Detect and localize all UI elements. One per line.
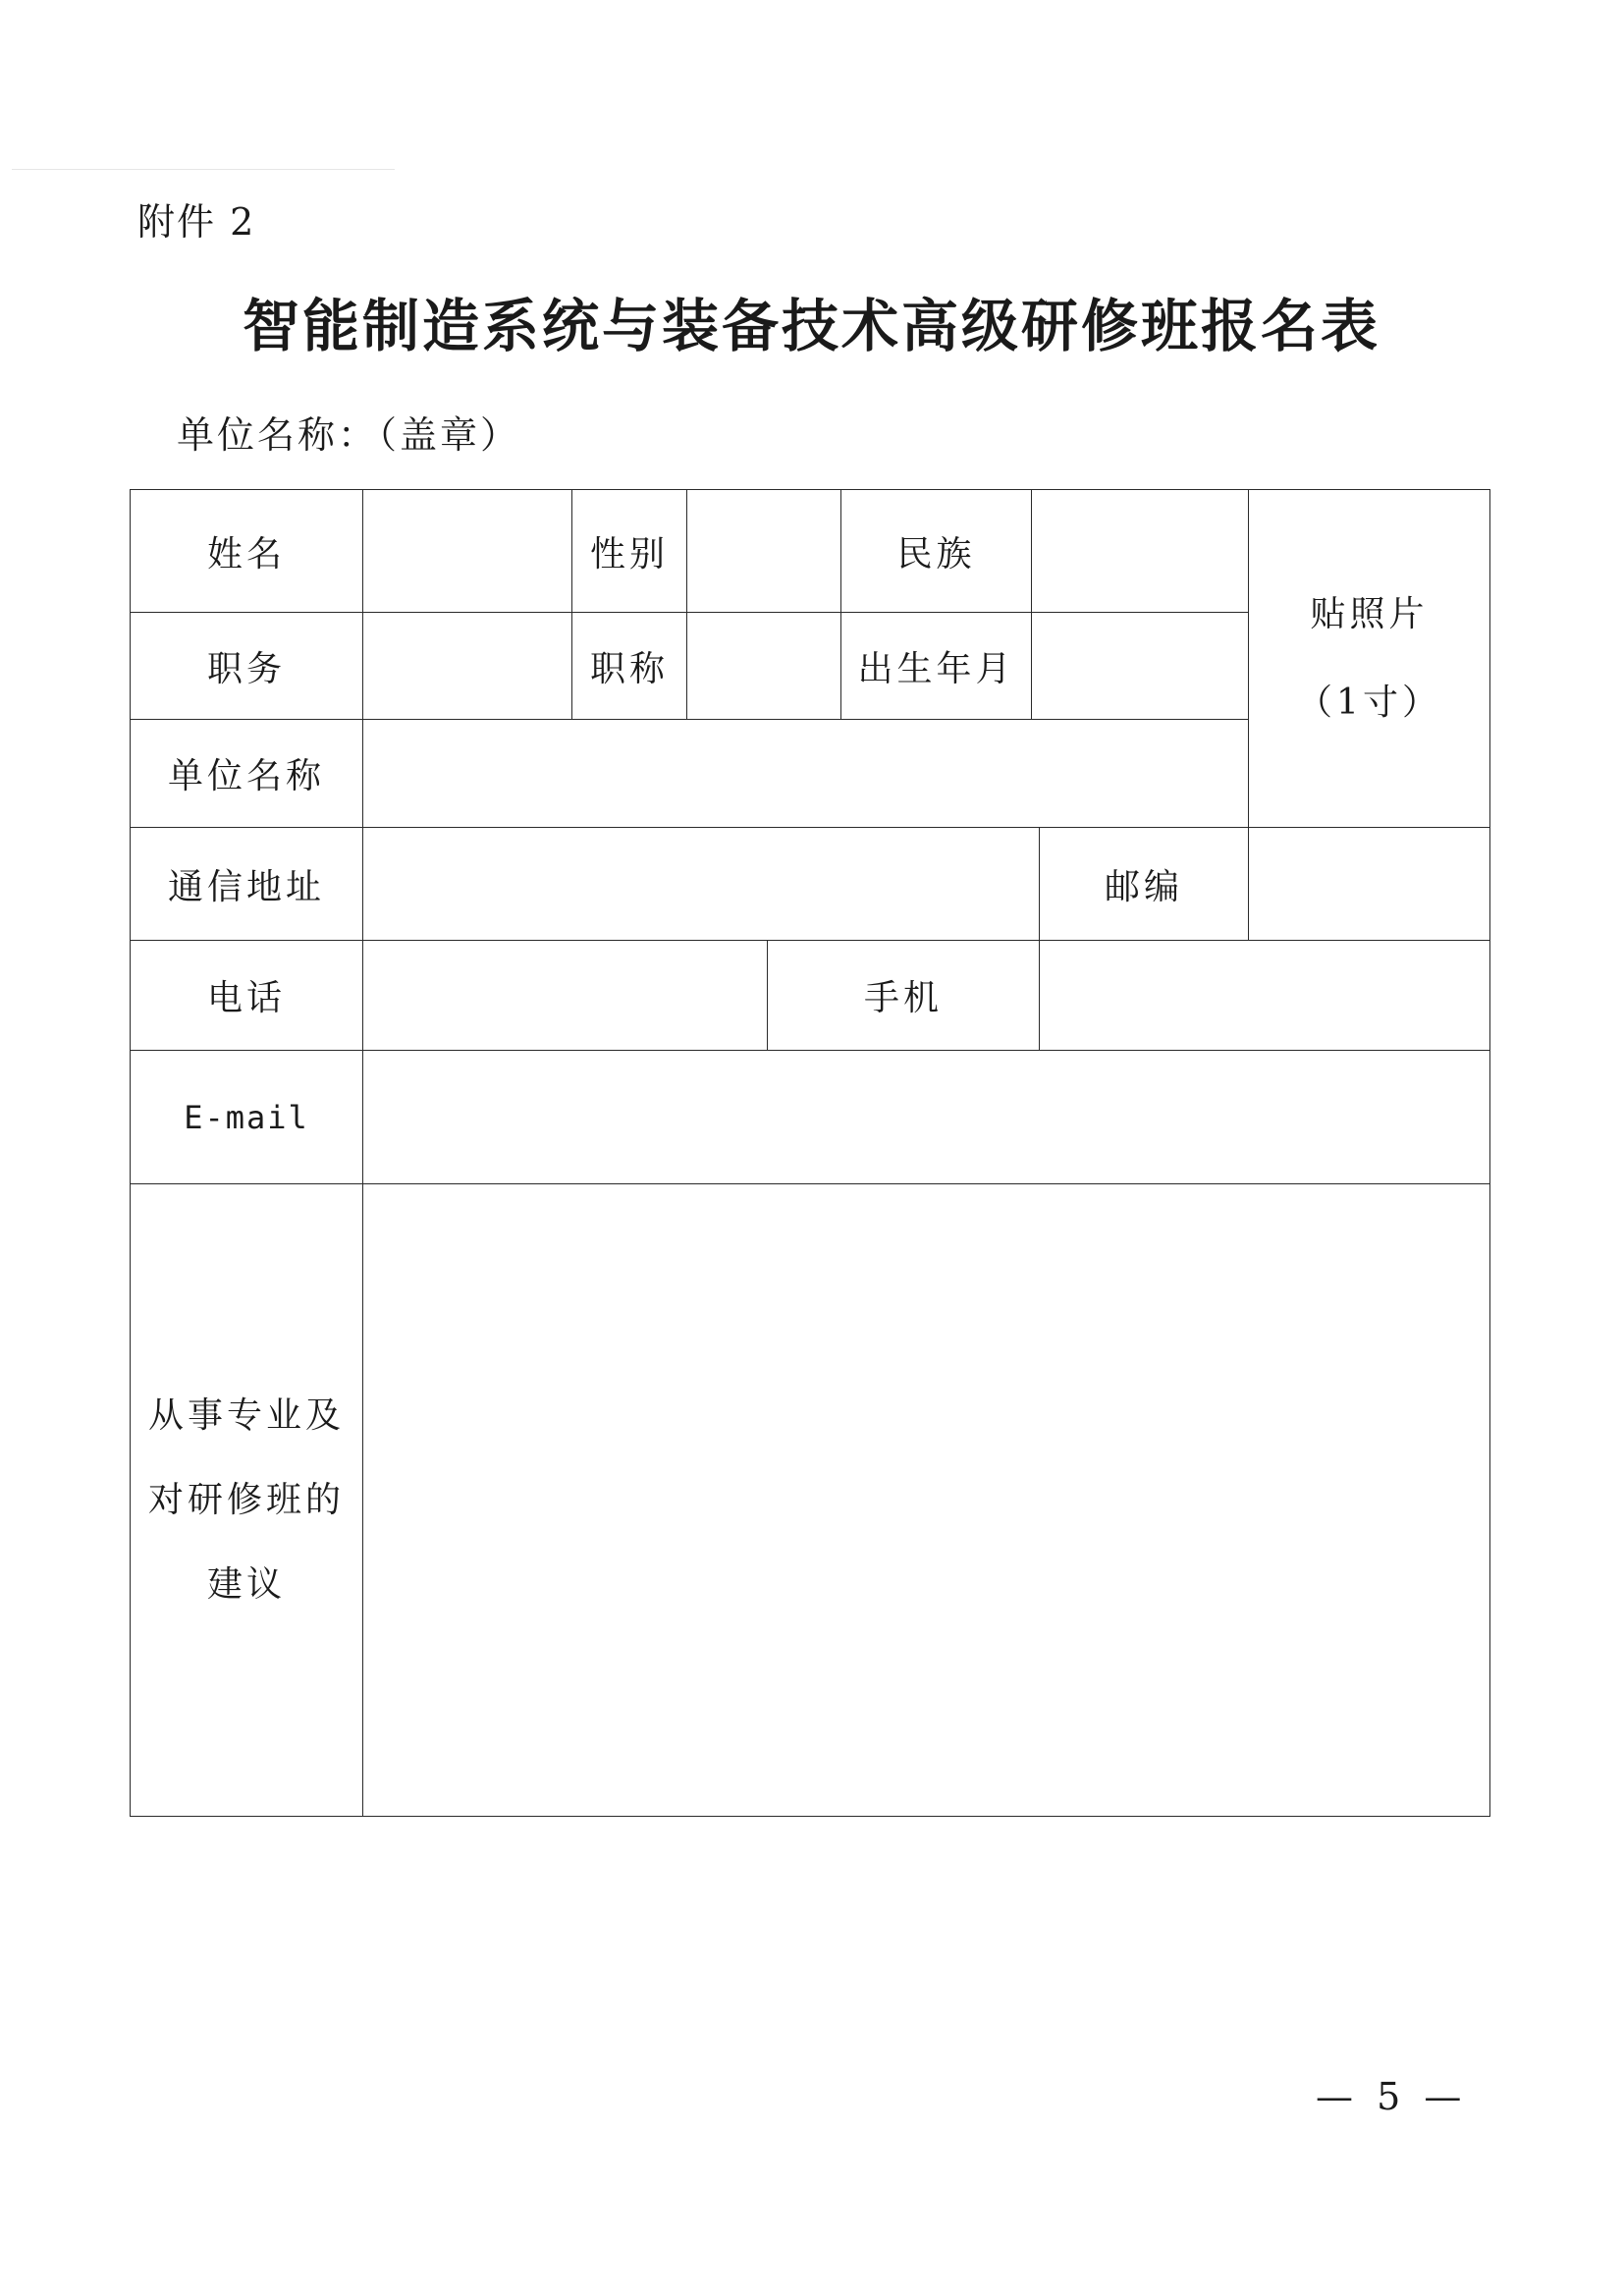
title-field[interactable]: [686, 612, 841, 720]
unit-seal-line: 单位名称：（盖章）: [177, 413, 521, 457]
mobile-field[interactable]: [1039, 940, 1490, 1051]
top-rule: [12, 169, 395, 170]
position-label: 职务: [130, 612, 363, 720]
ethnicity-label: 民族: [840, 489, 1032, 613]
suggestions-label-line2: 对研修班的: [147, 1479, 345, 1520]
organization-label: 单位名称: [130, 719, 363, 828]
photo-instruction: 贴照片: [1310, 593, 1429, 634]
photo-size: （1寸）: [1297, 682, 1441, 723]
email-field[interactable]: [362, 1050, 1490, 1184]
gender-field[interactable]: [686, 489, 841, 613]
name-field[interactable]: [362, 489, 572, 613]
suggestions-label-line3: 建议: [206, 1563, 286, 1605]
organization-field[interactable]: [362, 719, 1249, 828]
address-label: 通信地址: [130, 827, 363, 941]
phone-label: 电话: [130, 940, 363, 1051]
ethnicity-field[interactable]: [1031, 489, 1249, 613]
postcode-label: 邮编: [1039, 827, 1249, 941]
attachment-label: 附件 2: [137, 200, 256, 244]
phone-field[interactable]: [362, 940, 768, 1051]
birth-field[interactable]: [1031, 612, 1249, 720]
photo-box[interactable]: [1248, 489, 1490, 828]
birth-label: 出生年月: [840, 612, 1032, 720]
gender-label: 性别: [571, 489, 687, 613]
suggestions-label: [130, 1183, 363, 1817]
suggestions-field[interactable]: [362, 1183, 1490, 1817]
name-label: 姓名: [130, 489, 363, 613]
postcode-field[interactable]: [1248, 827, 1490, 941]
form-title: 智能制造系统与装备技术高级研修班报名表: [242, 293, 1380, 359]
mobile-label: 手机: [767, 940, 1040, 1051]
registration-form: [130, 489, 1490, 1817]
address-field[interactable]: [362, 827, 1040, 941]
email-label: E-mail: [130, 1050, 363, 1184]
title-label: 职称: [571, 612, 687, 720]
suggestions-label-line1: 从事专业及: [147, 1394, 345, 1436]
page-number: — 5 —: [1316, 2075, 1468, 2118]
position-field[interactable]: [362, 612, 572, 720]
